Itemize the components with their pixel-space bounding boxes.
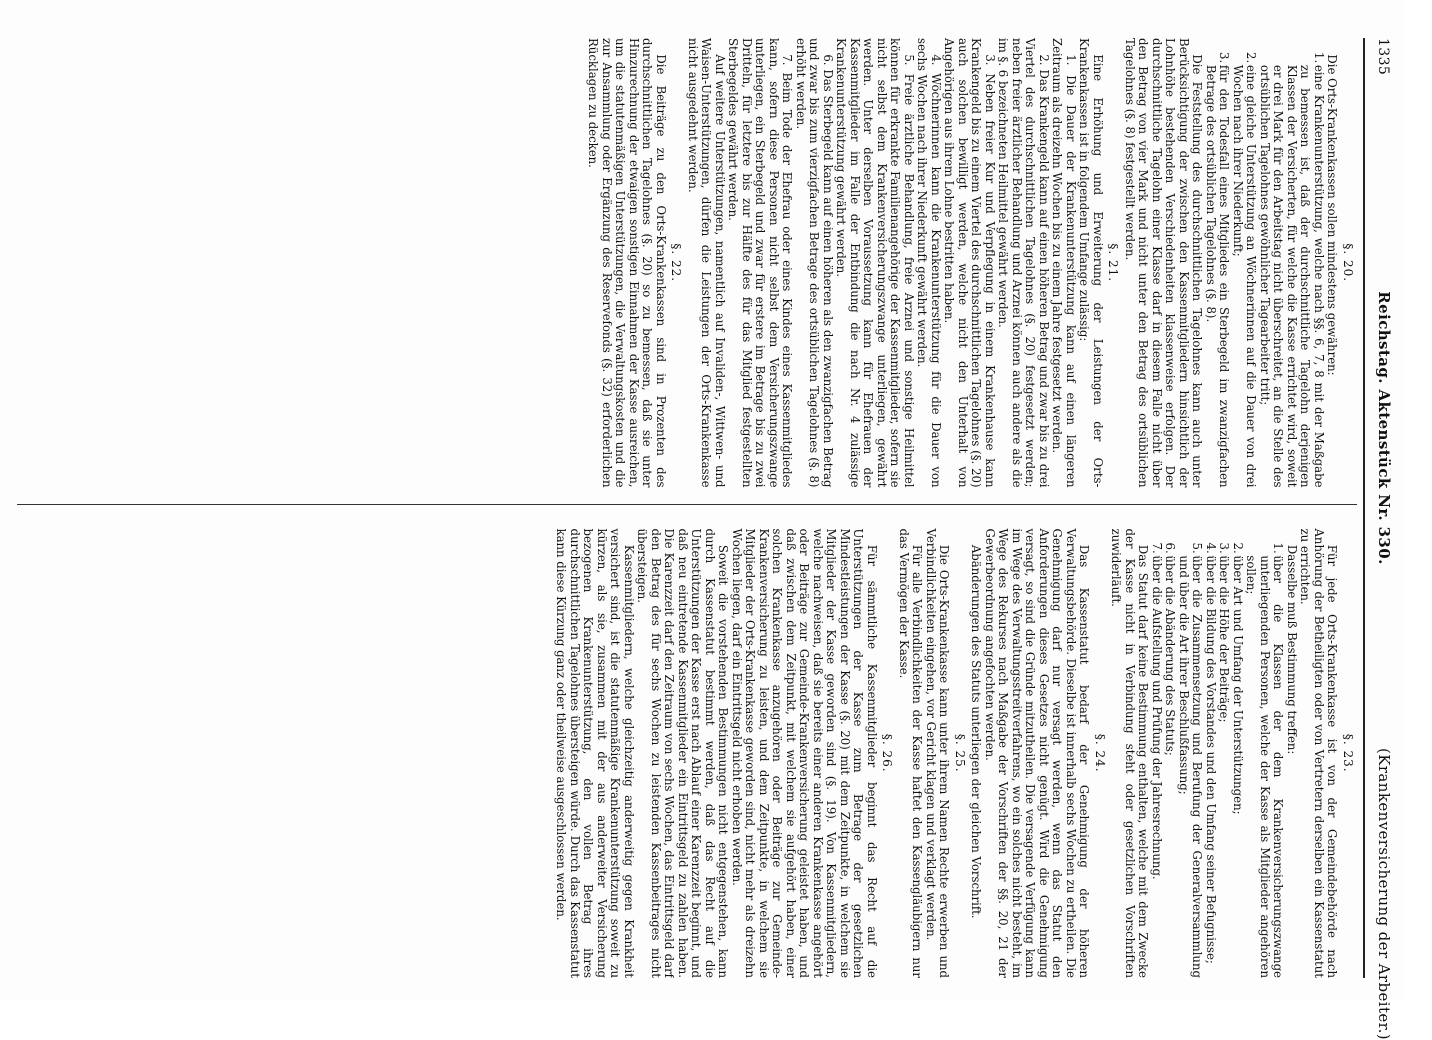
paragraph: Soweit die vorstehenden Bestimmungen nicht entgegenstehen, kann durch Kassenstatut bestimmt werden, daß das Recht auf die Unterstützungen der Kasse erst nach Ablauf einer Karenzzeit beginnt, und daß neu eintretende Kassenmitglieder ein Eintrittsgeld zu zahlen haben. Die Karenzzeit darf den Zeitraum von sechs Wochen, das Eintrittsgeld darf den Betrag des für sechs Wochen zu leistenden Kassenbeitrages nicht übersteigen. — [635, 528, 731, 978]
list-item-text: über die Höhe der Beiträge; — [1217, 555, 1232, 723]
list-item-text: über die Bildung des Vorstandes und den Umfang seiner Befugnisse; — [1204, 555, 1218, 964]
list-item-number: 3. — [1217, 52, 1232, 64]
page-number: 1335 — [1375, 38, 1391, 76]
list-item — [1177, 528, 1204, 978]
section-heading: §. 24. — [1093, 733, 1107, 773]
list-item-text: über die Abänderung des Statuts; — [1163, 555, 1178, 756]
list-item-number: 1. — [1312, 52, 1326, 64]
section-heading: §. 21. — [1106, 243, 1121, 283]
list-item — [1217, 528, 1231, 978]
list-item — [1163, 528, 1177, 978]
paragraph: 1. Die Dauer der Krankenunterstützung kann auf einen längeren Zeitraum als dreizehn Wochen bis zu einem Jahre festgesetzt werden. — [1050, 38, 1078, 488]
list-item — [1204, 38, 1231, 488]
paragraph: 2. Das Krankengeld kann auf einen höheren Betrag und zwar bis zu drei Viertel des durchschnittlichen Tagelohnes (§. 20) festgesetzt werden; neben freier ärztlicher Behandlung und Arznei können auch andere als die im §. 6 bezeichneten Heilmittel gewährt werden. — [996, 38, 1051, 488]
left-column — [17, 38, 1357, 488]
list-item-text: über die Zusammensetzung und Berufung der Generalversammlung und über die Art ihrer Beschlußfassung; — [1177, 555, 1205, 978]
paragraph: Die Orts-Krankenkassen sollen mindestens gewähren: — [1325, 54, 1340, 376]
list-item — [1150, 528, 1164, 978]
paragraph: Abänderungen des Statuts unterliegen der gleichen Vorschrift. — [969, 544, 984, 919]
section-heading: §. 20. — [1341, 243, 1355, 283]
list-item-text: für den Todesfall eines Mitgliedes ein Sterbegeld im zwanzigfachen Betrage des ortsüblichen Tagelohnes (§. 8). — [1204, 64, 1232, 488]
paragraph: Das Kassenstatut bedarf der Genehmigung der höheren Verwaltungsbehörde. Dieselbe ist innerhalb sechs Wochen zu ertheilen. Die Genehmigung darf nur versagt werden, wenn das Statut den Anforderungen dieses Gesetzes nicht genügt. Wird die Genehmigung versagt, so sind die Gründe mitzutheilen. Die versagende Verfügung kann im Wege des Verwaltungsstreitverfahrens, wo ein solches nicht besteht, im Wege des Rekurses nach Maßgabe der Vorschriften der §§. 20, 21 der Gewerbeordnung angefochten werden. — [983, 528, 1092, 978]
list-item — [1258, 38, 1326, 488]
paragraph: Die Beiträge zu den Orts-Krankenkassen sind in Prozenten des durchschnittlichen Tagelohnes (§. 20) so zu bemessen, daß sie unter Hinzurechnung der etwaigen sonstigen Einnahmen der Kasse ausreichen, um die statutenmäßigen Unterstützungen, die Verwaltungskosten und die zur Ansammlung oder Ergänzung des Reservefonds (§. 32) erforderlichen Rücklagen zu decken. — [586, 38, 668, 488]
paragraph: Kassenmitgliedern, welche gleichzeitig anderweitig gegen Krankheit versichert sind, ist die statutenmäßige Krankenunterstützung soweit zu kürzen, als sie, zusammen mit der aus anderweiter Versicherung bezogenen Krankenunterstützung, den vollen Betrag ihres durchschnittlichen Tagelohnes übersteigen würde. Durch das Kassenstatut kann diese Kürzung ganz oder theilweise ausgeschlossen werden. — [554, 528, 636, 978]
list-item — [1244, 528, 1285, 978]
list-item-number: 7. — [1150, 542, 1164, 554]
list-item-number: 6. — [1163, 542, 1178, 554]
section-heading: §. 25. — [953, 733, 967, 773]
right-column — [17, 528, 1357, 978]
header-rule — [1363, 38, 1365, 978]
list-item — [1231, 528, 1245, 978]
paragraph: Für sämmtliche Kassenmitglieder beginnt das Recht auf die Unterstützungen der Kasse zum Betrage der gesetzlichen Mindestleistungen der Kasse (§. 20) mit dem Zeitpunkte, in welchem sie Mitglieder der Kasse geworden sind (§. 19). Von Kassenmitgliedern, welche nachweisen, daß sie bereits einer anderen Krankenkasse angehört oder Beiträge zur Gemeinde-Krankenversicherung geleistet haben, und daß zwischen dem Zeitpunkt, mit welchem sie aufgehört haben, einer solchen Krankenkasse anzugehören oder Beiträge zur Gemeinde-Krankenversicherung zu leisten, und dem Zeitpunkte, in welchem sie Mitglieder der Orts-Krankenkasse geworden sind, nicht mehr als dreizehn Wochen liegen, darf ein Eintrittsgeld nicht erhoben werden. — [730, 528, 879, 978]
paragraph: 7. Beim Tode der Ehefrau oder eines Kindes eines Kassenmitgliedes kann, sofern diese Personen nicht selbst dem Versicherungszwange unterliegen, ein Sterbegeld und zwar für erstere im Betrage bis zu zwei Dritteln, für letztere bis zur Hälfte des für das Mitglied festgestellten Sterbegeldes gewährt werden. — [726, 38, 795, 488]
paragraph: Eine Erhöhung und Erweiterung der Leistungen der Orts-Krankenkassen ist in folgendem Umfange zulässig: — [1077, 38, 1105, 488]
list-item-number: 1. — [1271, 542, 1286, 554]
list-item-text: eine Krankenunterstützung, welche nach §§. 6, 7, 8 mit der Maßgabe zu bemessen ist, daß der durchschnittliche Tagelohn derjenigen Klassen der Versicherten, für welche die Kasse errichtet wird, soweit er drei Mark für den Arbeitstag nicht überschreitet, an die Stelle des ortsüblichen Tagelohnes gewöhnlicher Tagearbeiter tritt; — [1258, 64, 1326, 488]
list-item-number: 2. — [1231, 542, 1245, 554]
list-item-text: über Art und Umfang der Unterstützungen; — [1231, 555, 1245, 815]
paragraph: Für alle Verbindlichkeiten der Kasse haftet den Kassengläubigern nur das Vermögen der Kasse. — [897, 528, 925, 978]
list-item-text: eine gleiche Unterstützung an Wöchnerinnen auf die Dauer von drei Wochen nach ihrer Niederkunft; — [1231, 64, 1259, 488]
list-item-text: über die Aufstellung und Prüfung der Jahresrechnung. — [1150, 555, 1164, 880]
list-item-number: 5. — [1190, 542, 1205, 554]
section-heading: §. 23. — [1341, 733, 1355, 773]
paragraph: Das Statut darf keine Bestimmung enthalten, welche mit dem Zwecke der Kasse nicht in Verbindung steht oder gesetzlichen Vorschriften zuwiderläuft. — [1109, 528, 1151, 978]
paragraph: 6. Das Sterbegeld kann auf einen höheren als den zwanzigfachen Betrag und zwar bis zum vierzigfachen Betrage des ortsüblichen Tagelohnes (§. 8) erhöht werden. — [794, 38, 835, 488]
column-divider — [17, 504, 1357, 513]
section-heading: §. 22. — [669, 243, 684, 283]
list-item-number: 4. — [1204, 542, 1218, 554]
paragraph: Auf weitere Unterstützungen, namentlich auf Invaliden-, Wittwen- und Waisen-Unterstützungen, dürfen die Leistungen der Orts-Krankenkasse nicht ausgedehnt werden. — [686, 38, 727, 488]
running-title: (Krankenversicherung der Arbeiter.) — [1375, 748, 1393, 1040]
list-item — [1204, 528, 1218, 978]
paragraph: Die Orts-Krankenkasse kann unter ihrem Namen Rechte erwerben und Verbindlichkeiten eingehen, vor Gericht klagen und verklagt werden. — [924, 528, 952, 978]
running-header — [1367, 38, 1393, 1040]
list-item-number: 3. — [1217, 542, 1232, 554]
list-item-number: 2. — [1244, 52, 1259, 64]
running-head: Reichstag. Aktenstück Nr. 330. — [1375, 291, 1393, 565]
paragraph: 5. Freie ärztliche Behandlung, freie Arznei und sonstige Heilmittel können für erkrankte Familienangehörige der Kassenmitglieder, sofern sie nicht selbst dem Krankenversicherungszwange unterliegen, gewährt werden. Unter derselben Voraussetzung kann für Ehefrauen der Kassenmitglieder im Falle der Entbindung die nach Nr. 4 zulässige Krankenunterstützung gewährt werden. — [834, 38, 916, 488]
paragraph: Die Feststellung des durchschnittlichen Tagelohnes kann auch unter Berücksichtigung der zwischen den Kassenmitgliedern hinsichtlich der Lohnhöhe bestehenden Verschiedenheiten klassenweise erfolgen. Der durchschnittliche Tagelohn einer Klasse darf in diesem Falle nicht über den Betrag von vier Mark und nicht unter den Betrag des ortsüblichen Tagelohnes (§. 8) festgestellt werden. — [1123, 38, 1205, 488]
paragraph: Für jede Orts-Krankenkasse ist von der Gemeindebehörde nach Anhörung der Betheiligten oder von Vertretern derselben ein Kassenstatut zu errichten. — [1298, 528, 1340, 978]
paragraph: 4. Wöchnerinnen kann die Krankenunterstützung für die Dauer von sechs Wochen nach ihrer Niederkunft gewährt werden. — [915, 38, 943, 488]
list-item-text: über die Klassen der dem Krankenversicherungszwange unterliegenden Personen, welche der Kasse als Mitglieder angehören sollen; — [1244, 555, 1286, 978]
paragraph: Dasselbe muß Bestimmung treffen: — [1285, 544, 1299, 755]
text-columns — [17, 38, 1357, 978]
list-item — [1231, 38, 1258, 488]
section-heading: §. 26. — [880, 733, 895, 773]
paragraph: 3. Neben freier Kur und Verpflegung in einem Krankenhause kann Krankengeld bis zu einem Viertel des durchschnittlichen Tagelohnes (§. 20) auch solchen bewilligt werden, welche nicht den Unterhalt von Angehörigen aus ihrem Lohne bestritten haben. — [942, 38, 997, 488]
